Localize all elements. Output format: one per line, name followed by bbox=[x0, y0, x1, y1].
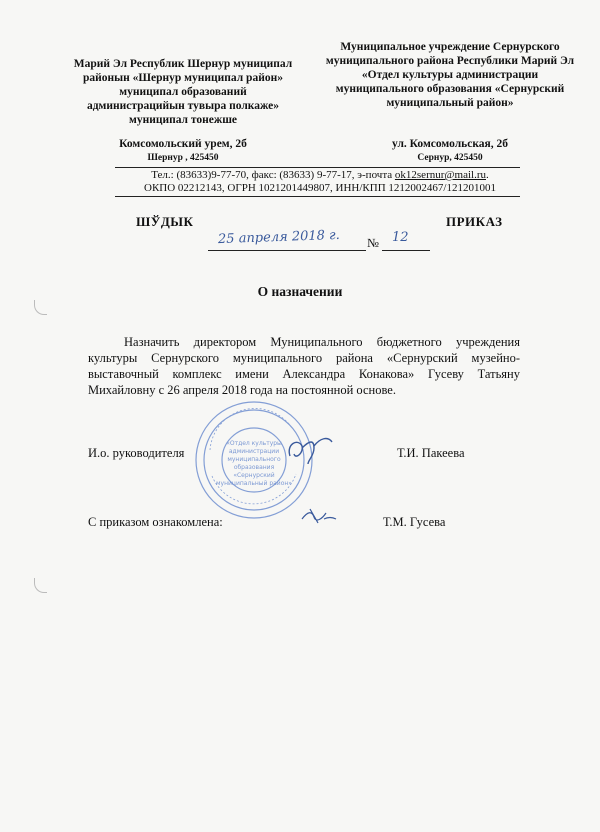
contact-line-1-end: . bbox=[486, 169, 489, 181]
header-right-line: муниципальный район» bbox=[386, 97, 514, 109]
header-left-address bbox=[58, 137, 308, 165]
page-title: О назначении bbox=[257, 284, 343, 299]
doc-type-russian: ПРИКАЗ bbox=[446, 214, 503, 229]
contact-phone-fax: Тел.: (83633)9-77-70, факс: (83633) 9-77-17, э-почта bbox=[151, 169, 395, 181]
number-underline bbox=[382, 250, 430, 251]
header-left-line: администрацийын тувыра полкаже» bbox=[86, 100, 280, 112]
stamp-text-line: образования bbox=[233, 464, 275, 471]
head-signature-scribble bbox=[284, 434, 336, 468]
handwritten-number: 12 bbox=[392, 230, 409, 245]
stamp-text-line: администрации bbox=[228, 448, 280, 455]
header-top-rule bbox=[115, 167, 520, 168]
header-left-line: муниципал тонежше bbox=[128, 114, 238, 126]
header-right-address bbox=[310, 137, 590, 165]
head-signature-name: Т.И. Пакеева bbox=[397, 446, 465, 460]
handwritten-date: 25 апреля 2018 г. bbox=[217, 227, 340, 248]
date-underline bbox=[208, 250, 366, 251]
header-left bbox=[58, 57, 308, 127]
order-body bbox=[88, 334, 520, 398]
header-left-city: Шернур , 425450 bbox=[147, 153, 219, 163]
contact-line-2: ОКПО 02212143, ОГРН 1021201449807, ИНН/КПП 1212002467/121201001 bbox=[144, 182, 496, 194]
header-right bbox=[310, 40, 590, 110]
header-right-city: Сернур, 425450 bbox=[417, 153, 483, 163]
header-left-line: Марий Эл Республик Шернур муниципал bbox=[73, 58, 293, 70]
contact-block bbox=[100, 169, 540, 195]
stamp-text-line: муниципального bbox=[227, 456, 281, 463]
header-left-line: районын «Шернур муниципал район» bbox=[83, 72, 283, 84]
stamp-text-line: «Отдел культуры bbox=[226, 440, 282, 447]
order-body-text: Назначить директором Муниципального бюджетного учреждения культуры Сернурского муниципального района «Сернурский музейно-выставочный комплекс имени Александра Конакова» Гусеву Татьяну Михайловну с 26 апреля 2018 года на постоянной основе. bbox=[88, 335, 520, 397]
ack-signature-scribble bbox=[298, 505, 338, 527]
contact-line-1 bbox=[100, 169, 540, 182]
header-bottom-rule bbox=[115, 196, 520, 197]
ack-signature-label: С приказом ознакомлена: bbox=[88, 515, 223, 529]
header-right-line: «Отдел культуры администрации bbox=[361, 69, 539, 81]
header-right-line: Муниципальное учреждение Сернурского bbox=[340, 41, 560, 53]
number-sign: № bbox=[367, 236, 379, 250]
header-right-street: ул. Комсомольская, 2б bbox=[391, 138, 509, 150]
header-right-line: муниципального района Республики Марий Эл bbox=[325, 55, 575, 67]
email-link[interactable]: ok12sernur@mail.ru bbox=[394, 169, 486, 181]
binder-mark bbox=[34, 578, 47, 593]
header-left-street: Комсомольский урем, 2б bbox=[119, 138, 247, 150]
header-right-line: муниципального образования «Сернурский bbox=[335, 83, 565, 95]
header-left-line: муниципал образований bbox=[119, 86, 247, 98]
ack-signature-name: Т.М. Гусева bbox=[383, 515, 446, 529]
head-signature-label: И.о. руководителя bbox=[88, 446, 185, 460]
binder-mark bbox=[34, 300, 47, 315]
stamp-text-line: «Сернурский bbox=[233, 472, 275, 479]
stamp-text-line: муниципальный район» bbox=[216, 480, 292, 487]
doc-type-mari: ШЎДЫК bbox=[136, 214, 194, 229]
